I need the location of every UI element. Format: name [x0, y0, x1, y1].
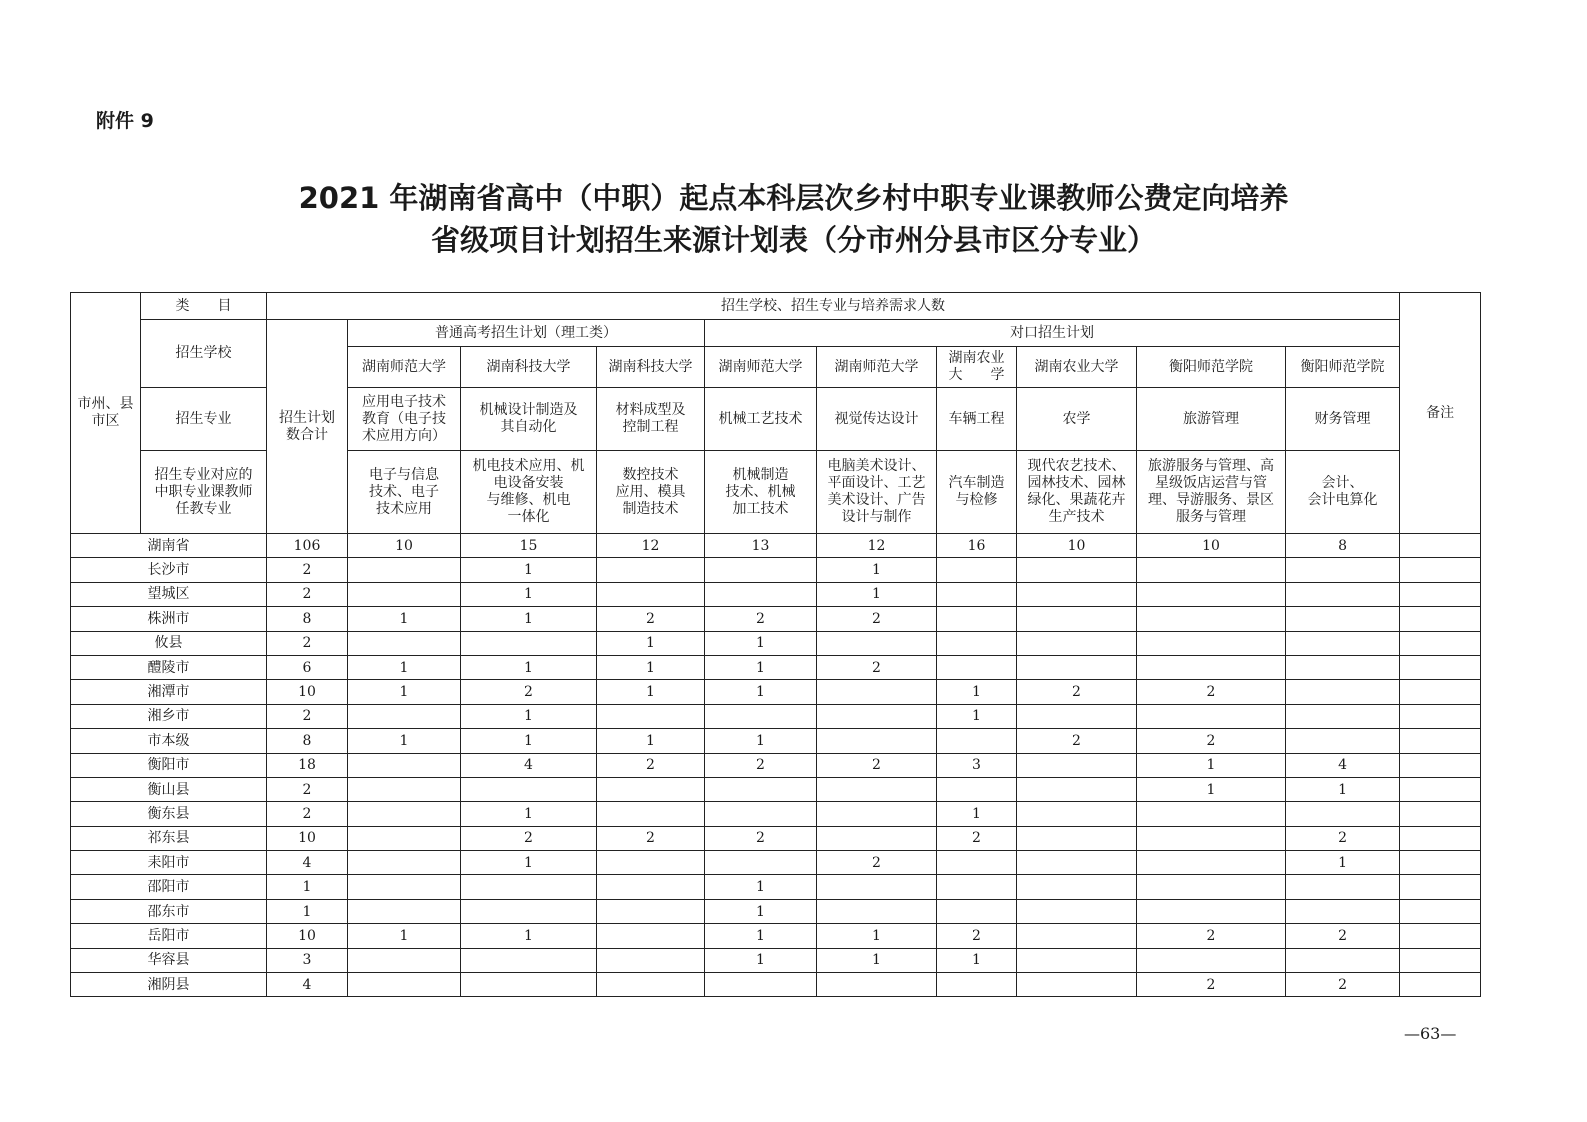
plan-count	[1286, 582, 1400, 606]
remark-cell	[1400, 753, 1481, 777]
plan-count: 1	[705, 680, 817, 704]
plan-count	[597, 582, 705, 606]
majors-label: 招生专业	[141, 388, 267, 451]
major-name: 农学	[1017, 388, 1137, 451]
plan-count: 2	[461, 680, 597, 704]
plan-count	[1286, 655, 1400, 679]
plan-count	[937, 729, 1017, 753]
plan-count	[1017, 924, 1137, 948]
region-name: 耒阳市	[71, 851, 267, 875]
region-name: 望城区	[71, 582, 267, 606]
plan-count	[1017, 558, 1137, 582]
major-name: 财务管理	[1286, 388, 1400, 451]
school-name: 湖南师范大学	[705, 347, 817, 388]
plan-count	[1017, 899, 1137, 923]
general-plan-header: 普通高考招生计划（理工类）	[348, 320, 705, 347]
region-name: 湖南省	[71, 534, 267, 558]
plan-count: 12	[597, 534, 705, 558]
plan-count	[461, 973, 597, 997]
plan-count	[597, 558, 705, 582]
plan-count	[597, 924, 705, 948]
plan-count: 1	[597, 729, 705, 753]
plan-count	[1286, 631, 1400, 655]
plan-count	[1017, 753, 1137, 777]
plan-count	[461, 631, 597, 655]
row-total: 2	[267, 802, 348, 826]
plan-count	[937, 655, 1017, 679]
remark-cell	[1400, 558, 1481, 582]
plan-count	[597, 802, 705, 826]
plan-count	[817, 680, 937, 704]
plan-count	[1137, 607, 1286, 631]
region-name: 湘阴县	[71, 973, 267, 997]
plan-count: 16	[937, 534, 1017, 558]
plan-count	[1017, 875, 1137, 899]
plan-count	[1286, 558, 1400, 582]
plan-count	[1137, 582, 1286, 606]
plan-count: 1	[817, 924, 937, 948]
secondary-major: 电子与信息 技术、电子 技术应用	[348, 451, 461, 534]
region-name: 湘乡市	[71, 704, 267, 728]
school-name: 湖南师范大学	[348, 347, 461, 388]
remark-cell	[1400, 924, 1481, 948]
plan-count: 4	[1286, 753, 1400, 777]
plan-count: 1	[1137, 777, 1286, 801]
plan-count	[1017, 777, 1137, 801]
row-total: 18	[267, 753, 348, 777]
secondary-label: 招生专业对应的 中职专业课教师 任教专业	[141, 451, 267, 534]
table-row	[71, 631, 1481, 655]
school-name: 湖南科技大学	[597, 347, 705, 388]
plan-count	[1137, 851, 1286, 875]
plan-count	[1137, 948, 1286, 972]
plan-count: 2	[705, 607, 817, 631]
plan-count	[817, 777, 937, 801]
region-name: 衡山县	[71, 777, 267, 801]
plan-count	[597, 973, 705, 997]
remark-cell	[1400, 777, 1481, 801]
row-total: 4	[267, 851, 348, 875]
plan-count: 1	[461, 924, 597, 948]
annex-label: 附件 9	[96, 110, 154, 132]
table-row	[71, 680, 1481, 704]
plan-count: 1	[937, 680, 1017, 704]
plan-count: 2	[1286, 973, 1400, 997]
secondary-major: 机电技术应用、机 电设备安装 与维修、机电 一体化	[461, 451, 597, 534]
needs-header: 招生学校、招生专业与培养需求人数	[267, 293, 1400, 320]
plan-count: 1	[461, 704, 597, 728]
region-name: 岳阳市	[71, 924, 267, 948]
plan-count: 1	[937, 948, 1017, 972]
plan-count	[817, 631, 937, 655]
plan-count	[1137, 558, 1286, 582]
plan-count	[705, 582, 817, 606]
plan-count	[1017, 826, 1137, 850]
plan-count	[937, 777, 1017, 801]
school-name: 湖南农业大学	[1017, 347, 1137, 388]
plan-count: 2	[1286, 924, 1400, 948]
table-row	[71, 753, 1481, 777]
plan-count	[348, 973, 461, 997]
table-row	[71, 802, 1481, 826]
table-row	[71, 777, 1481, 801]
secondary-major: 会计、 会计电算化	[1286, 451, 1400, 534]
remark-cell	[1400, 875, 1481, 899]
region-name: 醴陵市	[71, 655, 267, 679]
secondary-major: 旅游服务与管理、高 星级饭店运营与管 理、导游服务、景区 服务与管理	[1137, 451, 1286, 534]
region-name: 华容县	[71, 948, 267, 972]
plan-count: 2	[1017, 729, 1137, 753]
plan-count: 1	[348, 655, 461, 679]
plan-count: 2	[461, 826, 597, 850]
plan-count	[348, 899, 461, 923]
plan-count	[817, 704, 937, 728]
plan-count: 2	[705, 826, 817, 850]
plan-count: 4	[461, 753, 597, 777]
row-total: 3	[267, 948, 348, 972]
region-name: 衡阳市	[71, 753, 267, 777]
plan-count	[817, 875, 937, 899]
row-total: 10	[267, 924, 348, 948]
plan-count: 8	[1286, 534, 1400, 558]
plan-count	[348, 802, 461, 826]
plan-count	[461, 948, 597, 972]
region-name: 邵阳市	[71, 875, 267, 899]
plan-count	[1286, 802, 1400, 826]
row-total: 10	[267, 680, 348, 704]
plan-count	[1286, 729, 1400, 753]
plan-count	[1137, 655, 1286, 679]
major-name: 机械工艺技术	[705, 388, 817, 451]
plan-count: 10	[348, 534, 461, 558]
category-header: 类 目	[141, 293, 267, 320]
plan-count: 1	[937, 802, 1017, 826]
region-name: 攸县	[71, 631, 267, 655]
major-name: 材料成型及 控制工程	[597, 388, 705, 451]
plan-count: 1	[705, 655, 817, 679]
plan-count	[348, 948, 461, 972]
plan-count: 1	[705, 948, 817, 972]
plan-count	[348, 558, 461, 582]
remark-cell	[1400, 631, 1481, 655]
plan-count: 2	[937, 826, 1017, 850]
total-header: 招生计划 数合计	[267, 320, 348, 534]
remark-cell	[1400, 607, 1481, 631]
document-title-line-1: 2021 年湖南省高中（中职）起点本科层次乡村中职专业课教师公费定向培养	[298, 181, 1289, 215]
table-row	[71, 924, 1481, 948]
plan-count	[705, 802, 817, 826]
remark-cell	[1400, 802, 1481, 826]
major-name: 视觉传达设计	[817, 388, 937, 451]
plan-count: 2	[597, 826, 705, 850]
plan-count	[1137, 826, 1286, 850]
plan-count: 12	[817, 534, 937, 558]
school-name: 衡阳师范学院	[1137, 347, 1286, 388]
plan-count: 2	[1286, 826, 1400, 850]
plan-count	[1286, 704, 1400, 728]
plan-count	[348, 851, 461, 875]
plan-count	[461, 899, 597, 923]
plan-count	[348, 753, 461, 777]
table-row	[71, 582, 1481, 606]
plan-count	[461, 777, 597, 801]
plan-count	[937, 582, 1017, 606]
remark-cell	[1400, 680, 1481, 704]
plan-count	[705, 973, 817, 997]
row-total: 106	[267, 534, 348, 558]
row-total: 2	[267, 631, 348, 655]
schools-label: 招生学校	[141, 320, 267, 388]
table-row	[71, 704, 1481, 728]
document-title-line-2: 省级项目计划招生来源计划表（分市州分县市区分专业）	[430, 223, 1156, 257]
region-name: 衡东县	[71, 802, 267, 826]
row-total: 4	[267, 973, 348, 997]
plan-count: 2	[1137, 924, 1286, 948]
plan-count: 1	[1137, 753, 1286, 777]
plan-count	[1017, 973, 1137, 997]
plan-count	[1137, 875, 1286, 899]
plan-count	[937, 973, 1017, 997]
plan-count	[348, 875, 461, 899]
plan-count	[1017, 582, 1137, 606]
table-row	[71, 826, 1481, 850]
plan-count: 10	[1137, 534, 1286, 558]
row-total: 8	[267, 607, 348, 631]
plan-count	[597, 777, 705, 801]
plan-count	[1017, 704, 1137, 728]
plan-count: 1	[461, 582, 597, 606]
table-row	[71, 558, 1481, 582]
plan-count: 2	[817, 753, 937, 777]
major-name: 旅游管理	[1137, 388, 1286, 451]
plan-count: 2	[937, 924, 1017, 948]
plan-count	[937, 607, 1017, 631]
region-header: 市州、县 市区	[71, 293, 141, 534]
table-row	[71, 607, 1481, 631]
enrollment-plan-table	[70, 292, 1481, 997]
plan-count: 1	[461, 851, 597, 875]
plan-count: 1	[705, 875, 817, 899]
plan-count	[1137, 704, 1286, 728]
plan-count: 1	[461, 655, 597, 679]
plan-count	[817, 729, 937, 753]
plan-count: 1	[705, 729, 817, 753]
plan-count	[705, 777, 817, 801]
plan-count: 10	[1017, 534, 1137, 558]
school-name: 衡阳师范学院	[1286, 347, 1400, 388]
plan-count: 1	[348, 607, 461, 631]
table-row	[71, 899, 1481, 923]
secondary-major: 现代农艺技术、 园林技术、园林 绿化、果蔬花卉 生产技术	[1017, 451, 1137, 534]
plan-count: 2	[597, 753, 705, 777]
page-number: —63—	[1404, 1024, 1457, 1043]
plan-count: 1	[461, 802, 597, 826]
region-name: 市本级	[71, 729, 267, 753]
plan-count: 1	[461, 729, 597, 753]
row-total: 6	[267, 655, 348, 679]
plan-count	[348, 826, 461, 850]
plan-count	[937, 875, 1017, 899]
remark-cell	[1400, 655, 1481, 679]
plan-count	[348, 777, 461, 801]
plan-count	[817, 973, 937, 997]
plan-count: 1	[1286, 777, 1400, 801]
plan-count	[597, 948, 705, 972]
plan-count: 2	[1017, 680, 1137, 704]
table-row	[71, 655, 1481, 679]
plan-count: 1	[597, 655, 705, 679]
plan-count	[597, 704, 705, 728]
secondary-major: 电脑美术设计、 平面设计、工艺 美术设计、广告 设计与制作	[817, 451, 937, 534]
plan-count: 1	[705, 899, 817, 923]
table-row	[71, 973, 1481, 997]
counterpart-plan-header: 对口招生计划	[705, 320, 1400, 347]
table-row	[71, 851, 1481, 875]
plan-count	[1286, 680, 1400, 704]
row-total: 1	[267, 899, 348, 923]
table-row	[71, 948, 1481, 972]
plan-count: 1	[705, 924, 817, 948]
remark-cell	[1400, 948, 1481, 972]
plan-count	[937, 631, 1017, 655]
plan-count: 2	[1137, 973, 1286, 997]
plan-count	[1286, 607, 1400, 631]
plan-count: 13	[705, 534, 817, 558]
plan-count	[348, 582, 461, 606]
plan-count	[348, 631, 461, 655]
plan-count	[1137, 899, 1286, 923]
region-name: 湘潭市	[71, 680, 267, 704]
school-name: 湖南师范大学	[817, 347, 937, 388]
plan-count	[1017, 631, 1137, 655]
region-name: 祁东县	[71, 826, 267, 850]
remark-cell	[1400, 534, 1481, 558]
plan-count	[1286, 899, 1400, 923]
plan-count: 2	[817, 655, 937, 679]
plan-count	[705, 851, 817, 875]
plan-count	[937, 851, 1017, 875]
plan-count	[937, 558, 1017, 582]
plan-count: 1	[817, 948, 937, 972]
row-total: 1	[267, 875, 348, 899]
region-name: 长沙市	[71, 558, 267, 582]
plan-count	[817, 899, 937, 923]
region-name: 邵东市	[71, 899, 267, 923]
school-name: 湖南科技大学	[461, 347, 597, 388]
plan-count	[1017, 851, 1137, 875]
major-name: 应用电子技术 教育（电子技 术应用方向）	[348, 388, 461, 451]
plan-count: 1	[597, 631, 705, 655]
remark-cell	[1400, 973, 1481, 997]
remark-cell	[1400, 729, 1481, 753]
plan-count	[1017, 948, 1137, 972]
plan-count: 2	[1137, 729, 1286, 753]
remark-cell	[1400, 704, 1481, 728]
row-total: 2	[267, 704, 348, 728]
remark-cell	[1400, 851, 1481, 875]
plan-count: 1	[461, 607, 597, 631]
secondary-major: 汽车制造 与检修	[937, 451, 1017, 534]
table-row	[71, 875, 1481, 899]
plan-count: 1	[937, 704, 1017, 728]
plan-count: 1	[1286, 851, 1400, 875]
plan-count	[705, 704, 817, 728]
major-name: 机械设计制造及 其自动化	[461, 388, 597, 451]
secondary-major: 数控技术 应用、模具 制造技术	[597, 451, 705, 534]
row-total: 10	[267, 826, 348, 850]
plan-count	[817, 802, 937, 826]
plan-count	[817, 826, 937, 850]
row-total: 8	[267, 729, 348, 753]
plan-count	[1017, 802, 1137, 826]
plan-count: 1	[348, 680, 461, 704]
plan-count: 1	[348, 729, 461, 753]
plan-count	[705, 558, 817, 582]
remark-cell	[1400, 582, 1481, 606]
plan-count: 1	[461, 558, 597, 582]
remark-cell	[1400, 899, 1481, 923]
plan-count: 15	[461, 534, 597, 558]
plan-count: 1	[817, 558, 937, 582]
plan-count: 2	[817, 607, 937, 631]
plan-count	[1017, 607, 1137, 631]
plan-count: 2	[705, 753, 817, 777]
plan-count	[1286, 948, 1400, 972]
plan-count	[1286, 875, 1400, 899]
plan-count	[348, 704, 461, 728]
table-row	[71, 729, 1481, 753]
plan-count: 1	[597, 680, 705, 704]
plan-count: 2	[817, 851, 937, 875]
plan-count: 3	[937, 753, 1017, 777]
table-row	[71, 534, 1481, 558]
remark-cell	[1400, 826, 1481, 850]
major-name: 车辆工程	[937, 388, 1017, 451]
plan-count: 2	[597, 607, 705, 631]
plan-count	[597, 899, 705, 923]
plan-count	[1017, 655, 1137, 679]
row-total: 2	[267, 558, 348, 582]
plan-count	[597, 851, 705, 875]
plan-count	[937, 899, 1017, 923]
plan-count: 1	[817, 582, 937, 606]
plan-count: 1	[705, 631, 817, 655]
plan-count	[1137, 631, 1286, 655]
plan-count: 1	[348, 924, 461, 948]
plan-count	[1137, 802, 1286, 826]
plan-count	[597, 875, 705, 899]
row-total: 2	[267, 777, 348, 801]
plan-count	[461, 875, 597, 899]
secondary-major: 机械制造 技术、机械 加工技术	[705, 451, 817, 534]
school-name: 湖南农业 大 学	[937, 347, 1017, 388]
plan-count: 2	[1137, 680, 1286, 704]
remarks-header: 备注	[1400, 293, 1481, 534]
row-total: 2	[267, 582, 348, 606]
region-name: 株洲市	[71, 607, 267, 631]
